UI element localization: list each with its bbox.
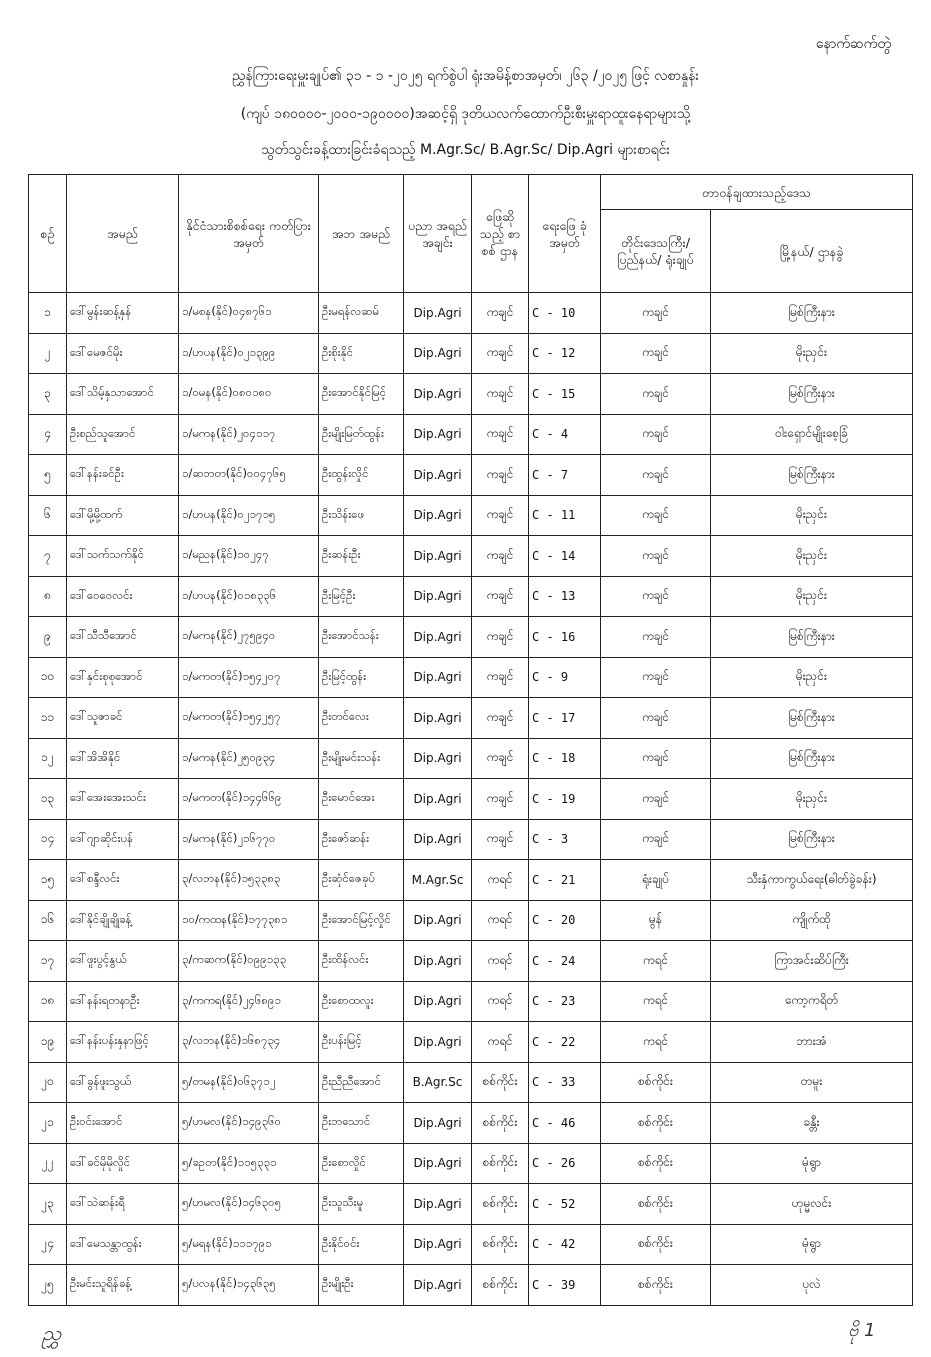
cell-region: မွန် — [601, 900, 711, 941]
cell-township: မြစ်ကြီးနား — [711, 738, 913, 779]
table-row — [29, 1184, 913, 1225]
table-row — [29, 333, 913, 374]
cell-no: ၁၈ — [29, 981, 67, 1022]
cell-region: ကချင် — [601, 657, 711, 698]
cell-seat-number: C - 21 — [529, 860, 601, 901]
cell-education: Dip.Agri — [404, 333, 472, 374]
cell-nrc: ၅/ပလန(နိုင်)၁၄၃၆၃၅ — [179, 1265, 319, 1306]
table-body — [29, 293, 913, 1306]
signature-left: ညွှ — [42, 1321, 62, 1345]
cell-father: ဦးစောထလူး — [319, 981, 404, 1022]
table-row — [29, 495, 913, 536]
cell-exam-place: ကချင် — [472, 536, 529, 577]
cell-township: မြစ်ကြီးနား — [711, 698, 913, 739]
cell-name: ဒေါ်အေးအေးသင်း — [67, 779, 179, 820]
cell-seat-number: C - 26 — [529, 1143, 601, 1184]
cell-nrc: ၅/မရန(နိုင်)၁၁၁၇၉၁ — [179, 1224, 319, 1265]
cell-seat-number: C - 33 — [529, 1062, 601, 1103]
cell-exam-place: စစ်ကိုင်း — [472, 1143, 529, 1184]
cell-father: ဦးညီညီအောင် — [319, 1062, 404, 1103]
cell-seat-number: C - 52 — [529, 1184, 601, 1225]
cell-nrc: ၁/မကတ(နိုင်)၁၄၄၆၆၉ — [179, 779, 319, 820]
cell-region: စစ်ကိုင်း — [601, 1184, 711, 1225]
cell-education: Dip.Agri — [404, 414, 472, 455]
cell-name: ဒေါ်သဲဆန်းရီ — [67, 1184, 179, 1225]
table-row — [29, 1143, 913, 1184]
header-region: တိုင်းဒေသကြီး/ ပြည်နယ်/ ရုံးချုပ် — [601, 210, 711, 293]
cell-township: ကျိုက်ထို — [711, 900, 913, 941]
cell-seat-number: C - 42 — [529, 1224, 601, 1265]
cell-seat-number: C - 10 — [529, 293, 601, 334]
cell-father: ဦးမြင့်ထွန်း — [319, 657, 404, 698]
cell-region: ကချင် — [601, 819, 711, 860]
cell-education: Dip.Agri — [404, 779, 472, 820]
header-seat-number: ရေးဖြေ ခုံအမှတ် — [529, 175, 601, 293]
cell-exam-place: ကချင် — [472, 779, 529, 820]
cell-exam-place: ကချင် — [472, 576, 529, 617]
cell-education: Dip.Agri — [404, 495, 472, 536]
cell-father: ဦးဆုံင်ဇေခုပ် — [319, 860, 404, 901]
cell-township: မိုးညှင်း — [711, 576, 913, 617]
cell-father: ဦးမောင်အေး — [319, 779, 404, 820]
cell-father: ဦးဘသောင် — [319, 1103, 404, 1144]
cell-name: ဒေါ်မို့မို့ထက် — [67, 495, 179, 536]
cell-no: ၁၀ — [29, 657, 67, 698]
cell-seat-number: C - 9 — [529, 657, 601, 698]
cell-region: ကချင် — [601, 495, 711, 536]
cell-education: Dip.Agri — [404, 819, 472, 860]
heading-line-2: (ကျပ် ၁၈၀၀၀၀-၂၀၀၀-၁၉၀၀၀၀)အဆင့်ရှိ ဒုတိယလက်ထောက်ဦးစီးမှူးရာထူးနေရာများသို့ — [240, 106, 691, 122]
cell-exam-place: စစ်ကိုင်း — [472, 1103, 529, 1144]
cell-seat-number: C - 14 — [529, 536, 601, 577]
cell-name: ဒေါ်သက်သက်နိုင် — [67, 536, 179, 577]
cell-township: တမူး — [711, 1062, 913, 1103]
cell-education: Dip.Agri — [404, 981, 472, 1022]
cell-name: ဒေါ်နန်းပန်းနှနာဖြင့် — [67, 1022, 179, 1063]
cell-exam-place: စစ်ကိုင်း — [472, 1224, 529, 1265]
cell-exam-place: စစ်ကိုင်း — [472, 1062, 529, 1103]
cell-nrc: ၃/လဘန(နိုင်)၁၅၃၃၈၃ — [179, 860, 319, 901]
cell-nrc: ၁/မကတ(နိုင်)၁၅၄၂၅၇ — [179, 698, 319, 739]
cell-region: ကချင် — [601, 374, 711, 415]
cell-exam-place: ကချင် — [472, 738, 529, 779]
cell-region: ကချင် — [601, 536, 711, 577]
cell-education: Dip.Agri — [404, 738, 472, 779]
cell-region: စစ်ကိုင်း — [601, 1143, 711, 1184]
cell-no: ၂ — [29, 333, 67, 374]
table-row — [29, 1062, 913, 1103]
cell-no: ၄ — [29, 414, 67, 455]
cell-seat-number: C - 4 — [529, 414, 601, 455]
cell-father: ဦးပန်းမြင့် — [319, 1022, 404, 1063]
cell-education: Dip.Agri — [404, 657, 472, 698]
header-exam-place: ဖြေဆို သည့် စာစစ် ဌာန — [472, 175, 529, 293]
table-row — [29, 576, 913, 617]
cell-education: Dip.Agri — [404, 1143, 472, 1184]
cell-exam-place: ကချင် — [472, 495, 529, 536]
header-assigned-area: တာဝန်ချထားသည့်ဒေသ — [601, 175, 913, 210]
table-row — [29, 698, 913, 739]
cell-region: ကရင် — [601, 941, 711, 982]
cell-region: ရုံးချုပ် — [601, 860, 711, 901]
cell-name: ဦးမင်းသူရိန်ခန့် — [67, 1265, 179, 1306]
cell-name: ဒေါ်နန်းခင်ဦး — [67, 455, 179, 496]
cell-region: ကချင် — [601, 333, 711, 374]
cell-no: ၁၄ — [29, 819, 67, 860]
cell-township: မြစ်ကြီးနား — [711, 617, 913, 658]
cell-exam-place: ကချင် — [472, 333, 529, 374]
cell-region: ကချင် — [601, 414, 711, 455]
cell-township: ကြာအင်းဆိပ်ကြီး — [711, 941, 913, 982]
table-row — [29, 293, 913, 334]
cell-father: ဦးမျိုးမြတ်ထွန်း — [319, 414, 404, 455]
cell-no: ၁၅ — [29, 860, 67, 901]
cell-region: ကချင် — [601, 779, 711, 820]
cell-nrc: ၁/ဆဘတ(နိုင်)၀၀၄၇၆၅ — [179, 455, 319, 496]
cell-father: ဦးမျိုးမင်းသန်း — [319, 738, 404, 779]
cell-name: ဒေါ်သိမ့်နှသာအောင် — [67, 374, 179, 415]
header-no: စဉ် — [29, 175, 67, 293]
cell-father: ဦးထိန်လင်း — [319, 941, 404, 982]
cell-exam-place: ကရင် — [472, 981, 529, 1022]
cell-name: ဒေါ်စန္ဒီလင်း — [67, 860, 179, 901]
table-row — [29, 657, 913, 698]
table-row — [29, 779, 913, 820]
cell-seat-number: C - 7 — [529, 455, 601, 496]
cell-education: Dip.Agri — [404, 1022, 472, 1063]
cell-no: ၂၀ — [29, 1062, 67, 1103]
cell-name: ဒေါ်နှင်းစုစုအောင် — [67, 657, 179, 698]
cell-township: ပုလဲ — [711, 1265, 913, 1306]
cell-region: ကချင် — [601, 617, 711, 658]
cell-education: Dip.Agri — [404, 455, 472, 496]
cell-name: ဒေါ်မွန်းဆန့်နှန် — [67, 293, 179, 334]
cell-nrc: ၁/ဟပန(နိုင်)၀၂၁၃၉၉ — [179, 333, 319, 374]
cell-name: ဒေါ်ဂျာဆိုင်းပန် — [67, 819, 179, 860]
cell-name: ဦးစည်သူအောင် — [67, 414, 179, 455]
table-row — [29, 941, 913, 982]
cell-name: ဒေါ်ဝေဝေလင်း — [67, 576, 179, 617]
cell-no: ၉ — [29, 617, 67, 658]
cell-seat-number: C - 39 — [529, 1265, 601, 1306]
cell-education: Dip.Agri — [404, 698, 472, 739]
cell-no: ၂၁ — [29, 1103, 67, 1144]
cell-no: ၆ — [29, 495, 67, 536]
cell-education: Dip.Agri — [404, 576, 472, 617]
cell-education: Dip.Agri — [404, 1184, 472, 1225]
header-nrc: နိုင်ငံသားစိစစ်ရေး ကတ်ပြားအမှတ် — [179, 175, 319, 293]
cell-education: Dip.Agri — [404, 293, 472, 334]
cell-nrc: ၁/မကန(နိုင်)၂၅၀၉၃၄ — [179, 738, 319, 779]
cell-father: ဦးမြင့်ဦး — [319, 576, 404, 617]
cell-seat-number: C - 17 — [529, 698, 601, 739]
cell-exam-place: ကချင် — [472, 374, 529, 415]
cell-no: ၃ — [29, 374, 67, 415]
cell-no: ၁ — [29, 293, 67, 334]
cell-exam-place: ကရင် — [472, 1022, 529, 1063]
cell-seat-number: C - 23 — [529, 981, 601, 1022]
cell-education: M.Agr.Sc — [404, 860, 472, 901]
cell-father: ဦးအောင်မြင့်လှိုင် — [319, 900, 404, 941]
cell-no: ၂၂ — [29, 1143, 67, 1184]
cell-region: ကချင် — [601, 293, 711, 334]
cell-township: ခန္တီး — [711, 1103, 913, 1144]
cell-nrc: ၃/လဘန(နိုင်)၁၆၈၇၃၄ — [179, 1022, 319, 1063]
cell-region: စစ်ကိုင်း — [601, 1224, 711, 1265]
cell-father: ဦးတင်လေး — [319, 698, 404, 739]
cell-exam-place: ကချင် — [472, 617, 529, 658]
cell-region: ကချင် — [601, 698, 711, 739]
table-row — [29, 455, 913, 496]
cell-nrc: ၅/ဟမလ(နိုင်)၁၄၆၃၀၅ — [179, 1184, 319, 1225]
table-row — [29, 900, 913, 941]
cell-no: ၅ — [29, 455, 67, 496]
cell-nrc: ၁/မညန(နိုင်)၁၀၂၄၇ — [179, 536, 319, 577]
cell-seat-number: C - 11 — [529, 495, 601, 536]
cell-region: ကရင် — [601, 1022, 711, 1063]
cell-exam-place: ကရင် — [472, 860, 529, 901]
cell-father: ဦးသူသီးမူ — [319, 1184, 404, 1225]
cell-nrc: ၁/ဝမန(နိုင်)၀၈၀၁၈၀ — [179, 374, 319, 415]
cell-exam-place: ကချင် — [472, 455, 529, 496]
cell-region: စစ်ကိုင်း — [601, 1062, 711, 1103]
cell-region: စစ်ကိုင်း — [601, 1103, 711, 1144]
cell-seat-number: C - 15 — [529, 374, 601, 415]
cell-name: ဒေါ်အိအိနိုင် — [67, 738, 179, 779]
cell-education: Dip.Agri — [404, 1265, 472, 1306]
cell-father: ဦးအောင်နိုင်မြင့် — [319, 374, 404, 415]
cell-name: ဦးဝင်းအောင် — [67, 1103, 179, 1144]
cell-township: မြစ်ကြီးနား — [711, 293, 913, 334]
signature-right: ဗို 1 — [848, 1320, 876, 1341]
cell-exam-place: ကရင် — [472, 900, 529, 941]
table-row — [29, 536, 913, 577]
cell-no: ၈ — [29, 576, 67, 617]
cell-no: ၁၇ — [29, 941, 67, 982]
cell-township: ကော့ကရိတ် — [711, 981, 913, 1022]
cell-nrc: ၁/မကန(နိုင်)၂၇၅၉၄၀ — [179, 617, 319, 658]
cell-nrc: ၁၀/ကထန(နိုင်)၁၇၇၃၈၁ — [179, 900, 319, 941]
cell-township: မိုးညှင်း — [711, 657, 913, 698]
table-row — [29, 1265, 913, 1306]
table-row — [29, 414, 913, 455]
cell-father: ဦးသိန်းဖေ — [319, 495, 404, 536]
cell-nrc: ၃/ကဆက(နိုင်)၀၉၉၁၃၃ — [179, 941, 319, 982]
cell-exam-place: စစ်ကိုင်း — [472, 1265, 529, 1306]
cell-nrc: ၃/ကကရ(နိုင်)၂၄၆၈၉၁ — [179, 981, 319, 1022]
cell-nrc: ၁/မကန(နိုင်)၂၀၄၁၁၇ — [179, 414, 319, 455]
cell-township: မြစ်ကြီးနား — [711, 819, 913, 860]
table-row — [29, 617, 913, 658]
appointment-table — [28, 174, 913, 1306]
header-education: ပညာ အရည် အချင်း — [404, 175, 472, 293]
cell-nrc: ၅/ဟမလ(နိုင်)၁၄၉၃၆၀ — [179, 1103, 319, 1144]
cell-township: မိုးညှင်း — [711, 495, 913, 536]
heading-line-3: သွတ်သွင်းခန့်ထားခြင်းခံရသည့် M.Agr.Sc/ B.Agr.Sc/ Dip.Agri များစာရင်း — [261, 142, 670, 158]
cell-seat-number: C - 20 — [529, 900, 601, 941]
cell-nrc: ၅/တမန(နိုင်)၀၆၃၇၁၂ — [179, 1062, 319, 1103]
cell-name: ဒေါ်ခွန်ဖူးသွယ် — [67, 1062, 179, 1103]
table-row — [29, 819, 913, 860]
cell-township: မိုးညှင်း — [711, 536, 913, 577]
cell-no: ၂၄ — [29, 1224, 67, 1265]
cell-seat-number: C - 46 — [529, 1103, 601, 1144]
header-township: မြို့နယ်/ ဌာနခွဲ — [711, 210, 913, 293]
cell-seat-number: C - 12 — [529, 333, 601, 374]
cell-nrc: ၁/မစန(နိုင်)၀၄၈၇၆၁ — [179, 293, 319, 334]
cell-no: ၁၃ — [29, 779, 67, 820]
table-row — [29, 1103, 913, 1144]
cell-father: ဦးမရန်လဆမ် — [319, 293, 404, 334]
cell-township: ဟုမ္မလင်း — [711, 1184, 913, 1225]
cell-nrc: ၁/မကန(နိုင်)၂၁၆၇၇၀ — [179, 819, 319, 860]
cell-education: Dip.Agri — [404, 1224, 472, 1265]
cell-exam-place: ကချင် — [472, 819, 529, 860]
cell-education: Dip.Agri — [404, 900, 472, 941]
table-row — [29, 1022, 913, 1063]
cell-father: ဦးစိုးနိုင် — [319, 333, 404, 374]
cell-education: Dip.Agri — [404, 374, 472, 415]
header-name: အမည် — [67, 175, 179, 293]
cell-seat-number: C - 16 — [529, 617, 601, 658]
cell-seat-number: C - 3 — [529, 819, 601, 860]
cell-nrc: ၅/ခဥတ(နိုင်)၁၁၅၃၃၁ — [179, 1143, 319, 1184]
cell-education: Dip.Agri — [404, 617, 472, 658]
cell-name: ဒေါ်သီသီအောင် — [67, 617, 179, 658]
cell-name: ဒေါ်သူဇာခင် — [67, 698, 179, 739]
cell-exam-place: ကချင် — [472, 698, 529, 739]
table-row — [29, 981, 913, 1022]
cell-township: မြစ်ကြီးနား — [711, 374, 913, 415]
cell-region: စစ်ကိုင်း — [601, 1265, 711, 1306]
cell-region: ကချင် — [601, 576, 711, 617]
cell-no: ၁၉ — [29, 1022, 67, 1063]
cell-name: ဒေါ်နန်းရတနာဦး — [67, 981, 179, 1022]
cell-education: Dip.Agri — [404, 941, 472, 982]
cell-seat-number: C - 19 — [529, 779, 601, 820]
cell-seat-number: C - 24 — [529, 941, 601, 982]
cell-father: ဦးဇော်ဆန်း — [319, 819, 404, 860]
cell-exam-place: ကရင် — [472, 941, 529, 982]
cell-township: ဝါးရှောင်မျိုးစေ့ခြံ — [711, 414, 913, 455]
table-row — [29, 374, 913, 415]
cell-exam-place: ကချင် — [472, 293, 529, 334]
heading-line-1: ညွှန်ကြားရေးမှူးချုပ်၏ ၃၁ - ၁ -၂၀၂၅ ရက်စွဲပါ ရုံးအမိန့်စာအမှတ်၊ ၂၆၃ /၂၀၂၅ ဖြင့် လစာနှုန်း — [232, 68, 699, 84]
cell-no: ၂၃ — [29, 1184, 67, 1225]
cell-education: B.Agr.Sc — [404, 1062, 472, 1103]
cell-township: သီးနှံကာကွယ်ရေး(ဓါတ်ခွဲခန်း) — [711, 860, 913, 901]
cell-region: ကရင် — [601, 981, 711, 1022]
cell-seat-number: C - 13 — [529, 576, 601, 617]
cell-father: ဦးစောလှိုင် — [319, 1143, 404, 1184]
cell-township: မိုးညှင်း — [711, 779, 913, 820]
cell-region: ကချင် — [601, 455, 711, 496]
cell-no: ၁၆ — [29, 900, 67, 941]
cell-nrc: ၁/မကတ(နိုင်)၁၅၄၂၀၇ — [179, 657, 319, 698]
cell-region: ကချင် — [601, 738, 711, 779]
cell-name: ဒေါ်မေသန္တာထွန်း — [67, 1224, 179, 1265]
cell-father: ဦးဆန်းဦး — [319, 536, 404, 577]
cell-name: ဒေါ်မေဇင်မိုး — [67, 333, 179, 374]
header-father: အဘ အမည် — [319, 175, 404, 293]
cell-township: မုံရွာ — [711, 1224, 913, 1265]
attached-label: နောက်ဆက်တွဲ — [815, 36, 891, 52]
cell-father: ဦးအောင်သန်း — [319, 617, 404, 658]
cell-nrc: ၁/ဟပန(နိုင်)၀၁၈၃၃၆ — [179, 576, 319, 617]
cell-seat-number: C - 22 — [529, 1022, 601, 1063]
cell-exam-place: ကချင် — [472, 657, 529, 698]
cell-name: ဒေါ်နိုင်ချိုချိုခန့် — [67, 900, 179, 941]
cell-no: ၁၁ — [29, 698, 67, 739]
cell-no: ၁၂ — [29, 738, 67, 779]
cell-father: ဦးမျိုးဦး — [319, 1265, 404, 1306]
cell-seat-number: C - 18 — [529, 738, 601, 779]
cell-name: ဒေါ်ခင်မိုမိုလှိုင် — [67, 1143, 179, 1184]
cell-township: မြစ်ကြီးနား — [711, 455, 913, 496]
cell-township: မုံရွာ — [711, 1143, 913, 1184]
table-row — [29, 860, 913, 901]
cell-township: မိုးညှင်း — [711, 333, 913, 374]
cell-no: ၇ — [29, 536, 67, 577]
cell-nrc: ၁/ဟပန(နိုင်)၀၂၁၇၁၅ — [179, 495, 319, 536]
cell-township: ဘားအံ — [711, 1022, 913, 1063]
cell-name: ဒေါ်ဖူးပွင့်နွယ် — [67, 941, 179, 982]
cell-education: Dip.Agri — [404, 1103, 472, 1144]
cell-exam-place: စစ်ကိုင်း — [472, 1184, 529, 1225]
cell-father: ဦးနိုင်ဝင်း — [319, 1224, 404, 1265]
table-row — [29, 738, 913, 779]
cell-education: Dip.Agri — [404, 536, 472, 577]
cell-no: ၂၅ — [29, 1265, 67, 1306]
cell-father: ဦးထွန်းလှိုင် — [319, 455, 404, 496]
table-row — [29, 1224, 913, 1265]
cell-exam-place: ကချင် — [472, 414, 529, 455]
